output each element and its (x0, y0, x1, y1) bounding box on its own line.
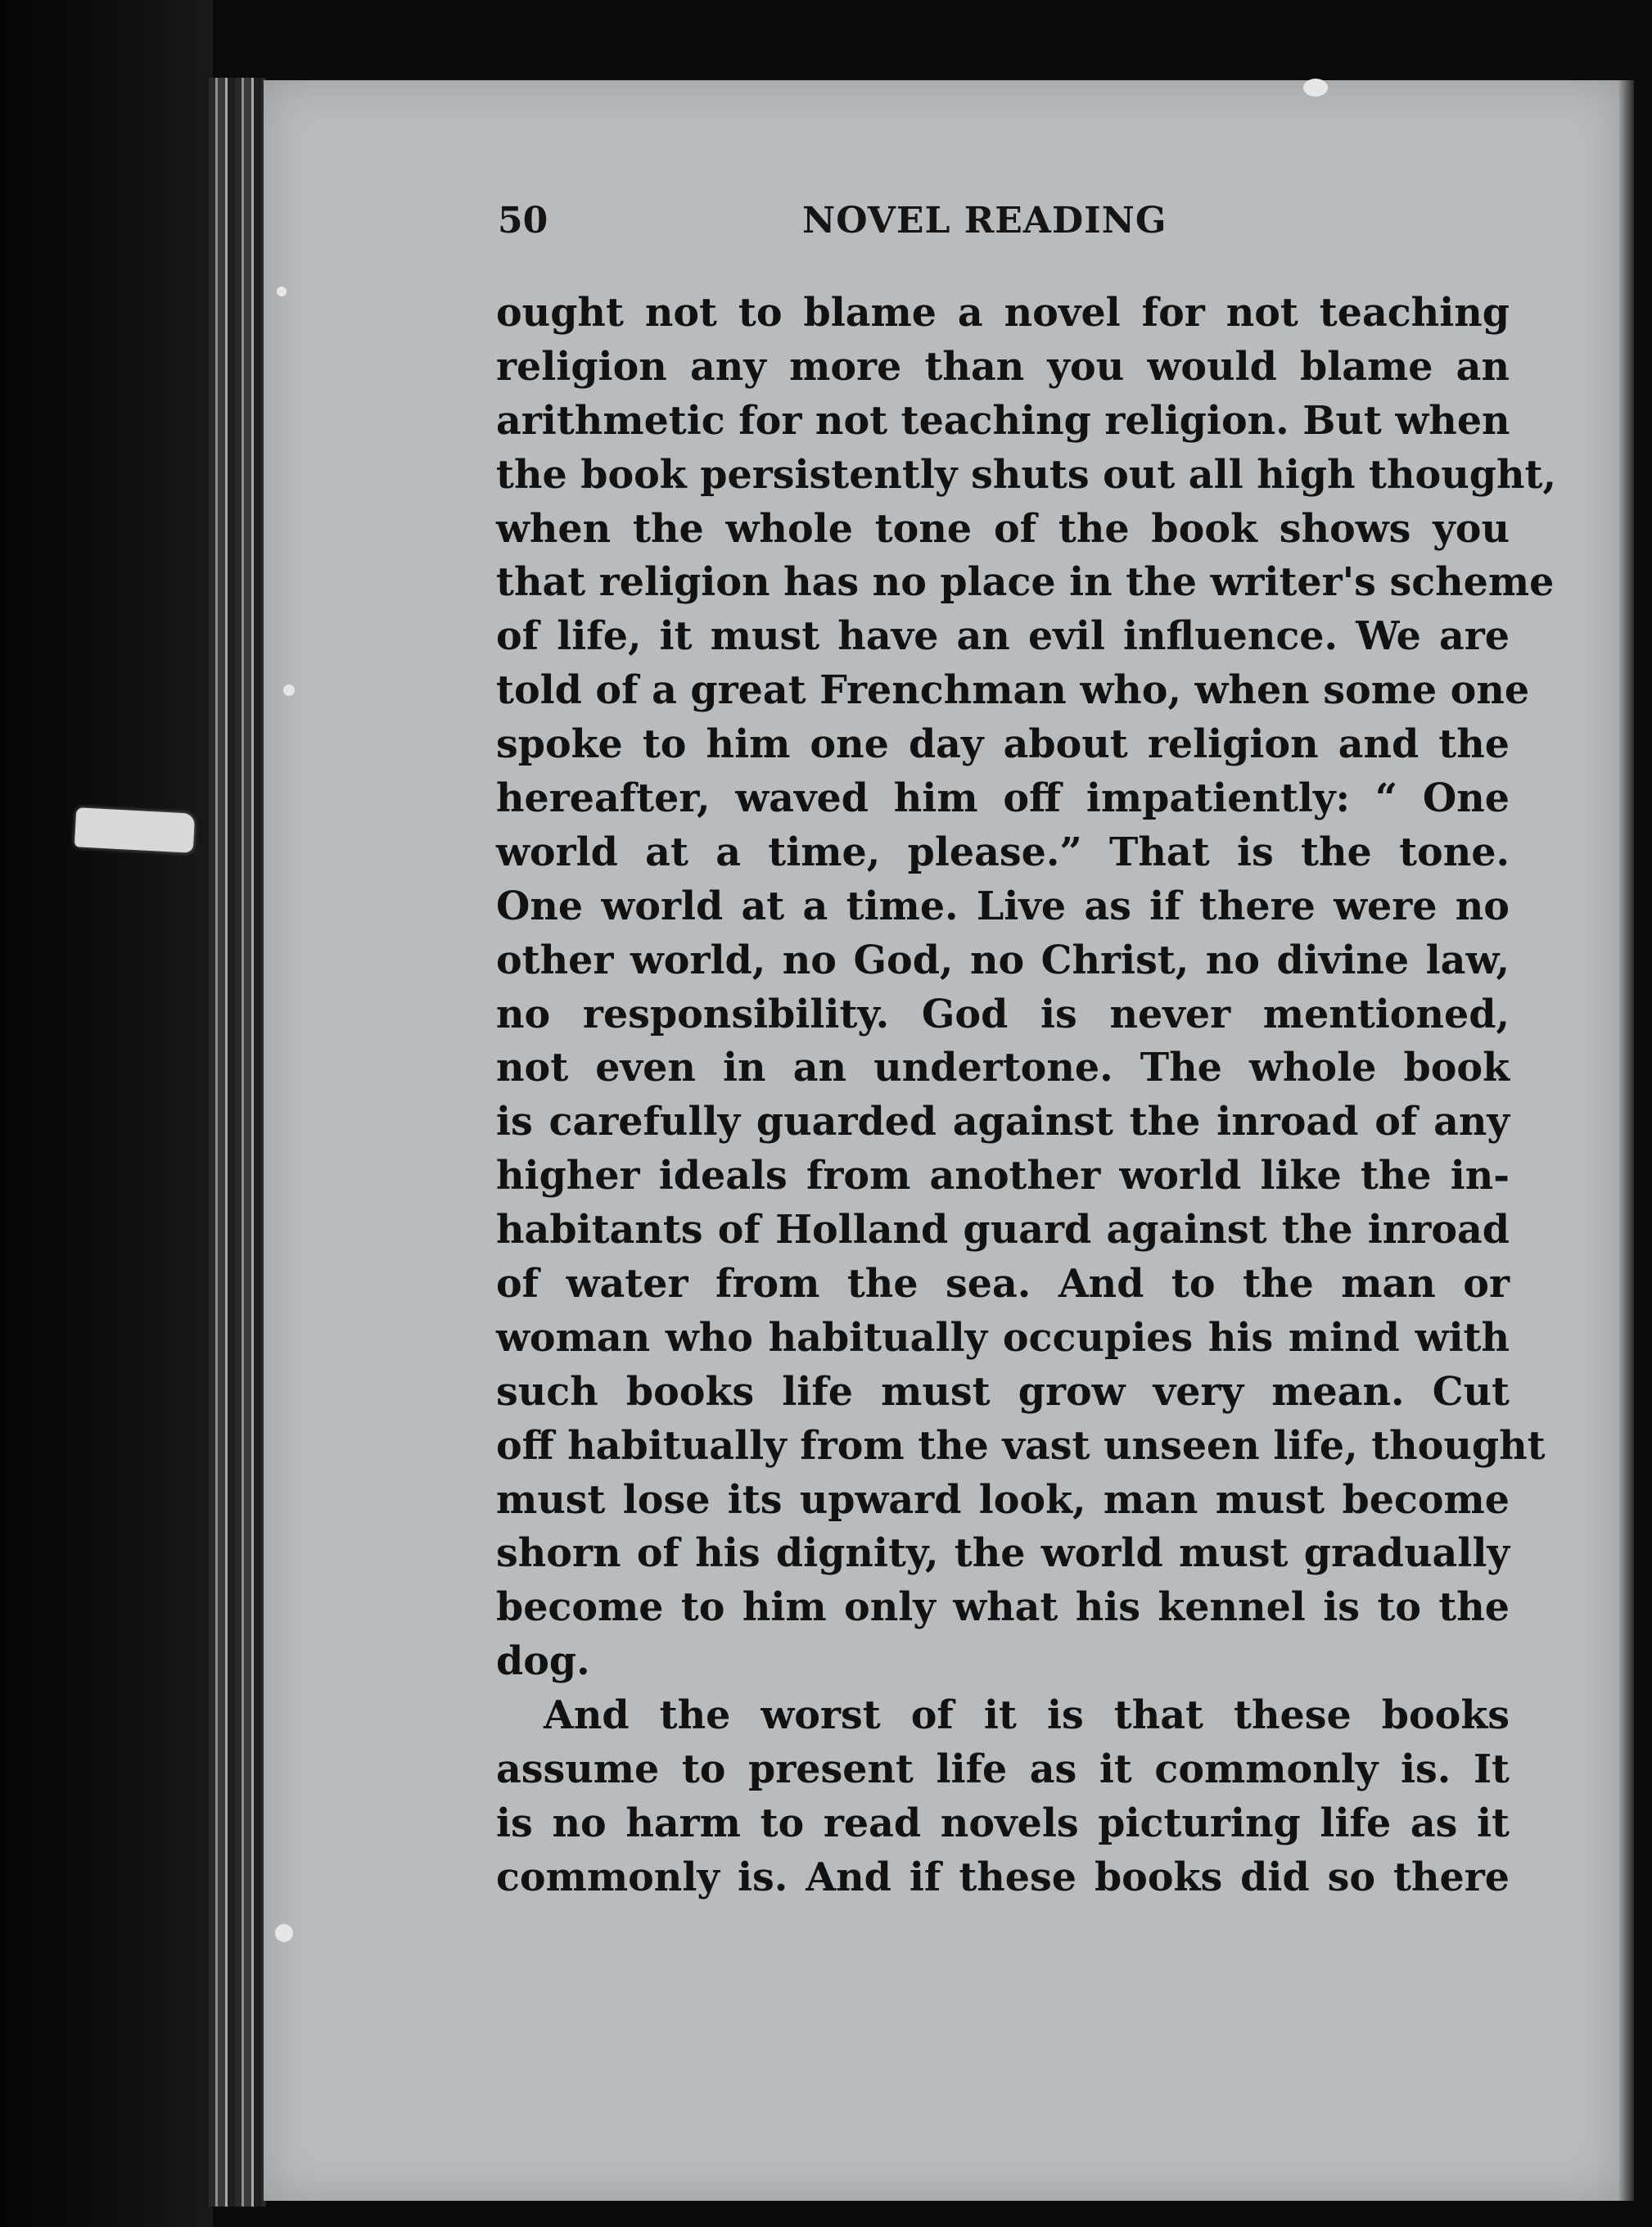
paragraph-end-line: dog. (496, 1638, 590, 1685)
text-line: when the whole tone of the book shows you (496, 505, 1510, 552)
running-head: NOVEL READING (802, 200, 1167, 242)
text-line: One world at a time. Live as if there were no (496, 883, 1510, 929)
text-line: assume to present life as it commonly is. It (496, 1746, 1510, 1793)
dust-speck (1303, 79, 1328, 97)
text-line: woman who habitually occupies his mind with (496, 1314, 1510, 1361)
tape-scrap (74, 807, 195, 853)
text-line: the book persistently shuts out all high thought, (496, 451, 1556, 498)
text-line: is no harm to read novels picturing life as it (496, 1800, 1510, 1846)
page-number: 50 (498, 200, 548, 242)
body-text (496, 287, 1556, 1905)
text-line: habitants of Holland guard against the inroad (496, 1207, 1510, 1254)
text-line: arithmetic for not teaching religion. But when (496, 397, 1510, 444)
text-line: commonly is. And if these books did so there (496, 1854, 1510, 1900)
text-line: must lose its upward look, man must become (496, 1476, 1510, 1523)
text-line: not even in an undertone. The whole book (496, 1045, 1510, 1091)
text-line: spoke to him one day about religion and the (496, 721, 1510, 768)
text-line: ought not to blame a novel for not teaching (496, 290, 1510, 336)
page-edge (1619, 80, 1634, 2201)
text-line: hereafter, waved him off impatiently: “ One (496, 775, 1510, 822)
paragraph-start-line: And the worst of it is that these books (544, 1692, 1510, 1739)
text-line: that religion has no place in the writer's scheme (496, 559, 1555, 606)
dust-speck (275, 1924, 293, 1942)
text-line: of water from the sea. And to the man or (496, 1261, 1510, 1308)
text-line: such books life must grow very mean. Cut (496, 1368, 1510, 1415)
text-line: is carefully guarded against the inroad of any (496, 1099, 1510, 1145)
text-line: of life, it must have an evil influence. We are (496, 613, 1510, 660)
text-line: religion any more than you would blame an (496, 343, 1510, 390)
dust-speck (277, 287, 287, 296)
book-spine (209, 78, 266, 2207)
film-margin (0, 0, 213, 2227)
text-line: off habitually from the vast unseen life, thought (496, 1422, 1546, 1469)
text-line: no responsibility. God is never mentioned, (496, 991, 1510, 1037)
page-header (498, 200, 1513, 249)
text-line: higher ideals from another world like the in- (496, 1153, 1510, 1199)
text-line: become to him only what his kennel is to the (496, 1584, 1510, 1631)
text-line: other world, no God, no Christ, no divine law, (496, 937, 1510, 983)
text-line: told of a great Frenchman who, when some one (496, 667, 1530, 714)
text-line: shorn of his dignity, the world must gradually (496, 1530, 1510, 1577)
dust-speck (283, 684, 295, 696)
text-line: world at a time, please.” That is the tone. (496, 829, 1510, 875)
